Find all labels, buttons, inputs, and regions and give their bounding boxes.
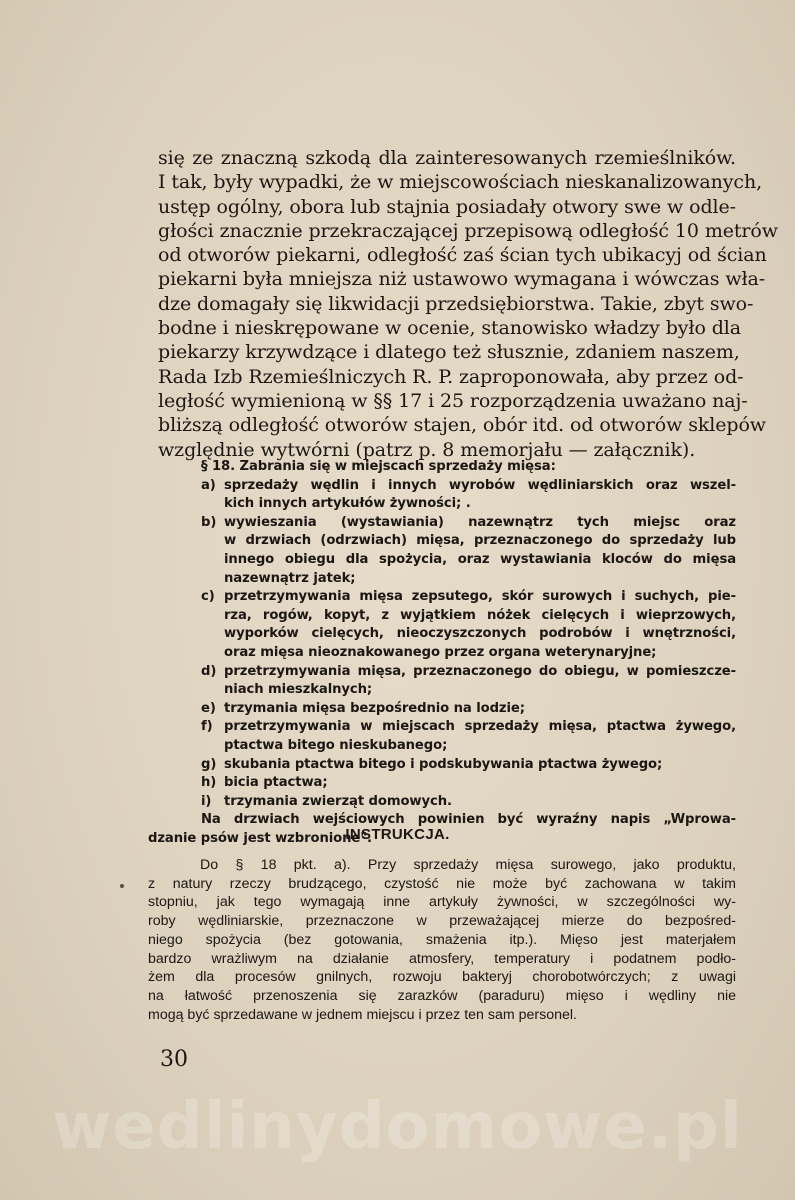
page-number: 30 bbox=[160, 1047, 188, 1072]
item-label: h) bbox=[201, 775, 217, 791]
law-item-g bbox=[148, 756, 736, 775]
watermark: wedlinydomowe.pl bbox=[52, 1090, 743, 1164]
instruction-line: z natury rzeczy brudzącego, czystość nie może być zachowana w takim bbox=[148, 875, 736, 892]
instruction-line: żem dla procesów gnilnych, rozwoju bakteryj chorobotwórczych; z uwagi bbox=[148, 969, 736, 986]
law-item-a bbox=[148, 477, 736, 514]
law-item-c bbox=[148, 588, 736, 662]
item-line: bicia ptactwa; bbox=[224, 775, 328, 791]
item-line: skubania ptactwa bitego i podskubywania ptactwa żywego; bbox=[224, 756, 663, 772]
item-label: d) bbox=[201, 663, 217, 679]
paragraph-line: Rada Izb Rzemieślniczych R. P. zaproponowała, aby przez od- bbox=[158, 365, 744, 388]
instruction-line: roby wędliniarskie, przeznaczone w przeważającej mierze do bezpośred- bbox=[148, 913, 736, 930]
item-line: trzymania mięsa bezpośrednio na lodzie; bbox=[224, 700, 525, 716]
paragraph-line: względnie wytwórni (patrz p. 8 memorjału — załącznik). bbox=[158, 438, 696, 461]
paragraph-line: głości znacznie przekraczającej przepisową odległość 10 metrów bbox=[158, 219, 778, 242]
item-line: wywieszania (wystawiania) nazewnątrz tych miejsc oraz bbox=[224, 514, 736, 530]
instruction-line: Do § 18 pkt. a). Przy sprzedaży mięsa surowego, jako produktu, bbox=[200, 857, 736, 873]
paragraph-line: bodne i nieskrępowane w ocenie, stanowisko władzy było dla bbox=[158, 317, 741, 340]
paragraph-line: piekarzy krzywdzące i dlatego też słusznie, zdaniem naszem, bbox=[158, 341, 740, 364]
paragraph-line: od otworów piekarni, odległość zaś ścian tych ubikacyj od ścian bbox=[158, 244, 767, 267]
law-item-h bbox=[148, 774, 736, 793]
instruction-text bbox=[148, 856, 736, 1024]
paragraph-line: I tak, były wypadki, że w miejscowościach nieskanalizowanych, bbox=[158, 171, 763, 194]
item-line: niach mieszkalnych; bbox=[224, 682, 373, 698]
item-label: c) bbox=[201, 589, 215, 605]
paragraph-line: piekarni była mniejsza niż ustawowo wymagana i wówczas wła- bbox=[158, 268, 766, 291]
item-line: kich innych artykułów żywności; . bbox=[224, 496, 471, 512]
paragraph-line: ustęp ogólny, obora lub stajnia posiadały otwory swe w odle- bbox=[158, 195, 736, 218]
item-line: wyporków cielęcych, nieoczyszczonych podrobów i wnętrzności, bbox=[224, 626, 736, 642]
item-line: przetrzymywania w miejscach sprzedaży mięsa, ptactwa żywego, bbox=[224, 719, 736, 735]
law-item-e bbox=[148, 700, 736, 719]
door-sign-note-cont: dzanie psów jest wzbronione". bbox=[148, 830, 372, 846]
item-line: przetrzymywania mięsa, przeznaczonego do obiegu, w pomieszcze- bbox=[224, 663, 736, 679]
instruction-line: niego spożycia (bez gotowania, smażenia itp.). Mięso jest materjałem bbox=[148, 931, 736, 948]
item-label: b) bbox=[201, 514, 217, 530]
item-line: rza, rogów, kopyt, z wyjątkiem nóżek cielęcych i wieprzowych, bbox=[224, 607, 736, 623]
item-label: a) bbox=[201, 477, 216, 493]
instruction-line: na łatwość przenoszenia się zarazków (paraduru) mięso i wędliny nie bbox=[148, 987, 736, 1004]
item-line: innego obiegu dla spożycia, oraz wystawiania kloców do mięsa bbox=[224, 551, 736, 567]
paragraph-line: dze domagały się likwidacji przedsiębiorstwa. Takie, zbyt swo- bbox=[158, 292, 754, 315]
law-item-i bbox=[148, 793, 736, 812]
section-heading: § 18. Zabrania się w miejscach sprzedaży mięsa: bbox=[201, 459, 556, 474]
instruction-title: INSTRUKCJA. bbox=[345, 826, 450, 843]
paragraph-line: ległość wymienioną w §§ 17 i 25 rozporządzenia uważano naj- bbox=[158, 389, 748, 412]
item-line: sprzedaży wędlin i innych wyrobów wędliniarskich oraz wszel- bbox=[224, 477, 736, 493]
item-label: f) bbox=[201, 719, 213, 735]
item-line: w drzwiach (odrzwiach) mięsa, przeznaczonego do sprzedaży lub bbox=[224, 533, 736, 549]
paragraph-line: się ze znaczną szkodą dla zainteresowanych rzemieślników. bbox=[158, 147, 736, 169]
door-sign-note: Na drzwiach wejściowych powinien być wyraźny napis „Wprowa- bbox=[201, 812, 736, 828]
law-item-b bbox=[148, 514, 736, 588]
item-label: g) bbox=[201, 756, 217, 772]
item-line: nazewnątrz jatek; bbox=[224, 570, 356, 586]
paper-speck bbox=[120, 884, 124, 888]
main-paragraph bbox=[158, 146, 778, 462]
instruction-line: bardzo wrażliwym na działanie atmosfery, temperatury i podatnem podło- bbox=[148, 950, 736, 967]
item-line: ptactwa bitego nieskubanego; bbox=[224, 737, 448, 753]
instruction-line: stopniu, jak tego wymagają inne artykuły żywności, w szczególności wy- bbox=[148, 894, 736, 911]
paragraph-line: bliższą odległość otworów stajen, obór itd. od otworów sklepów bbox=[158, 414, 766, 437]
item-label: i) bbox=[201, 793, 212, 809]
item-line: trzymania zwierząt domowych. bbox=[224, 793, 452, 809]
item-label: e) bbox=[201, 700, 216, 716]
law-section bbox=[148, 458, 736, 848]
item-line: przetrzymywania mięsa zepsutego, skór surowych i suchych, pie- bbox=[224, 589, 736, 605]
law-item-d bbox=[148, 663, 736, 700]
law-item-f bbox=[148, 718, 736, 755]
instruction-line: mogą być sprzedawane w jednem miejscu i przez ten sam personel. bbox=[148, 1006, 577, 1023]
item-line: oraz mięsa nieoznakowanego przez organa weterynaryjne; bbox=[224, 644, 657, 660]
